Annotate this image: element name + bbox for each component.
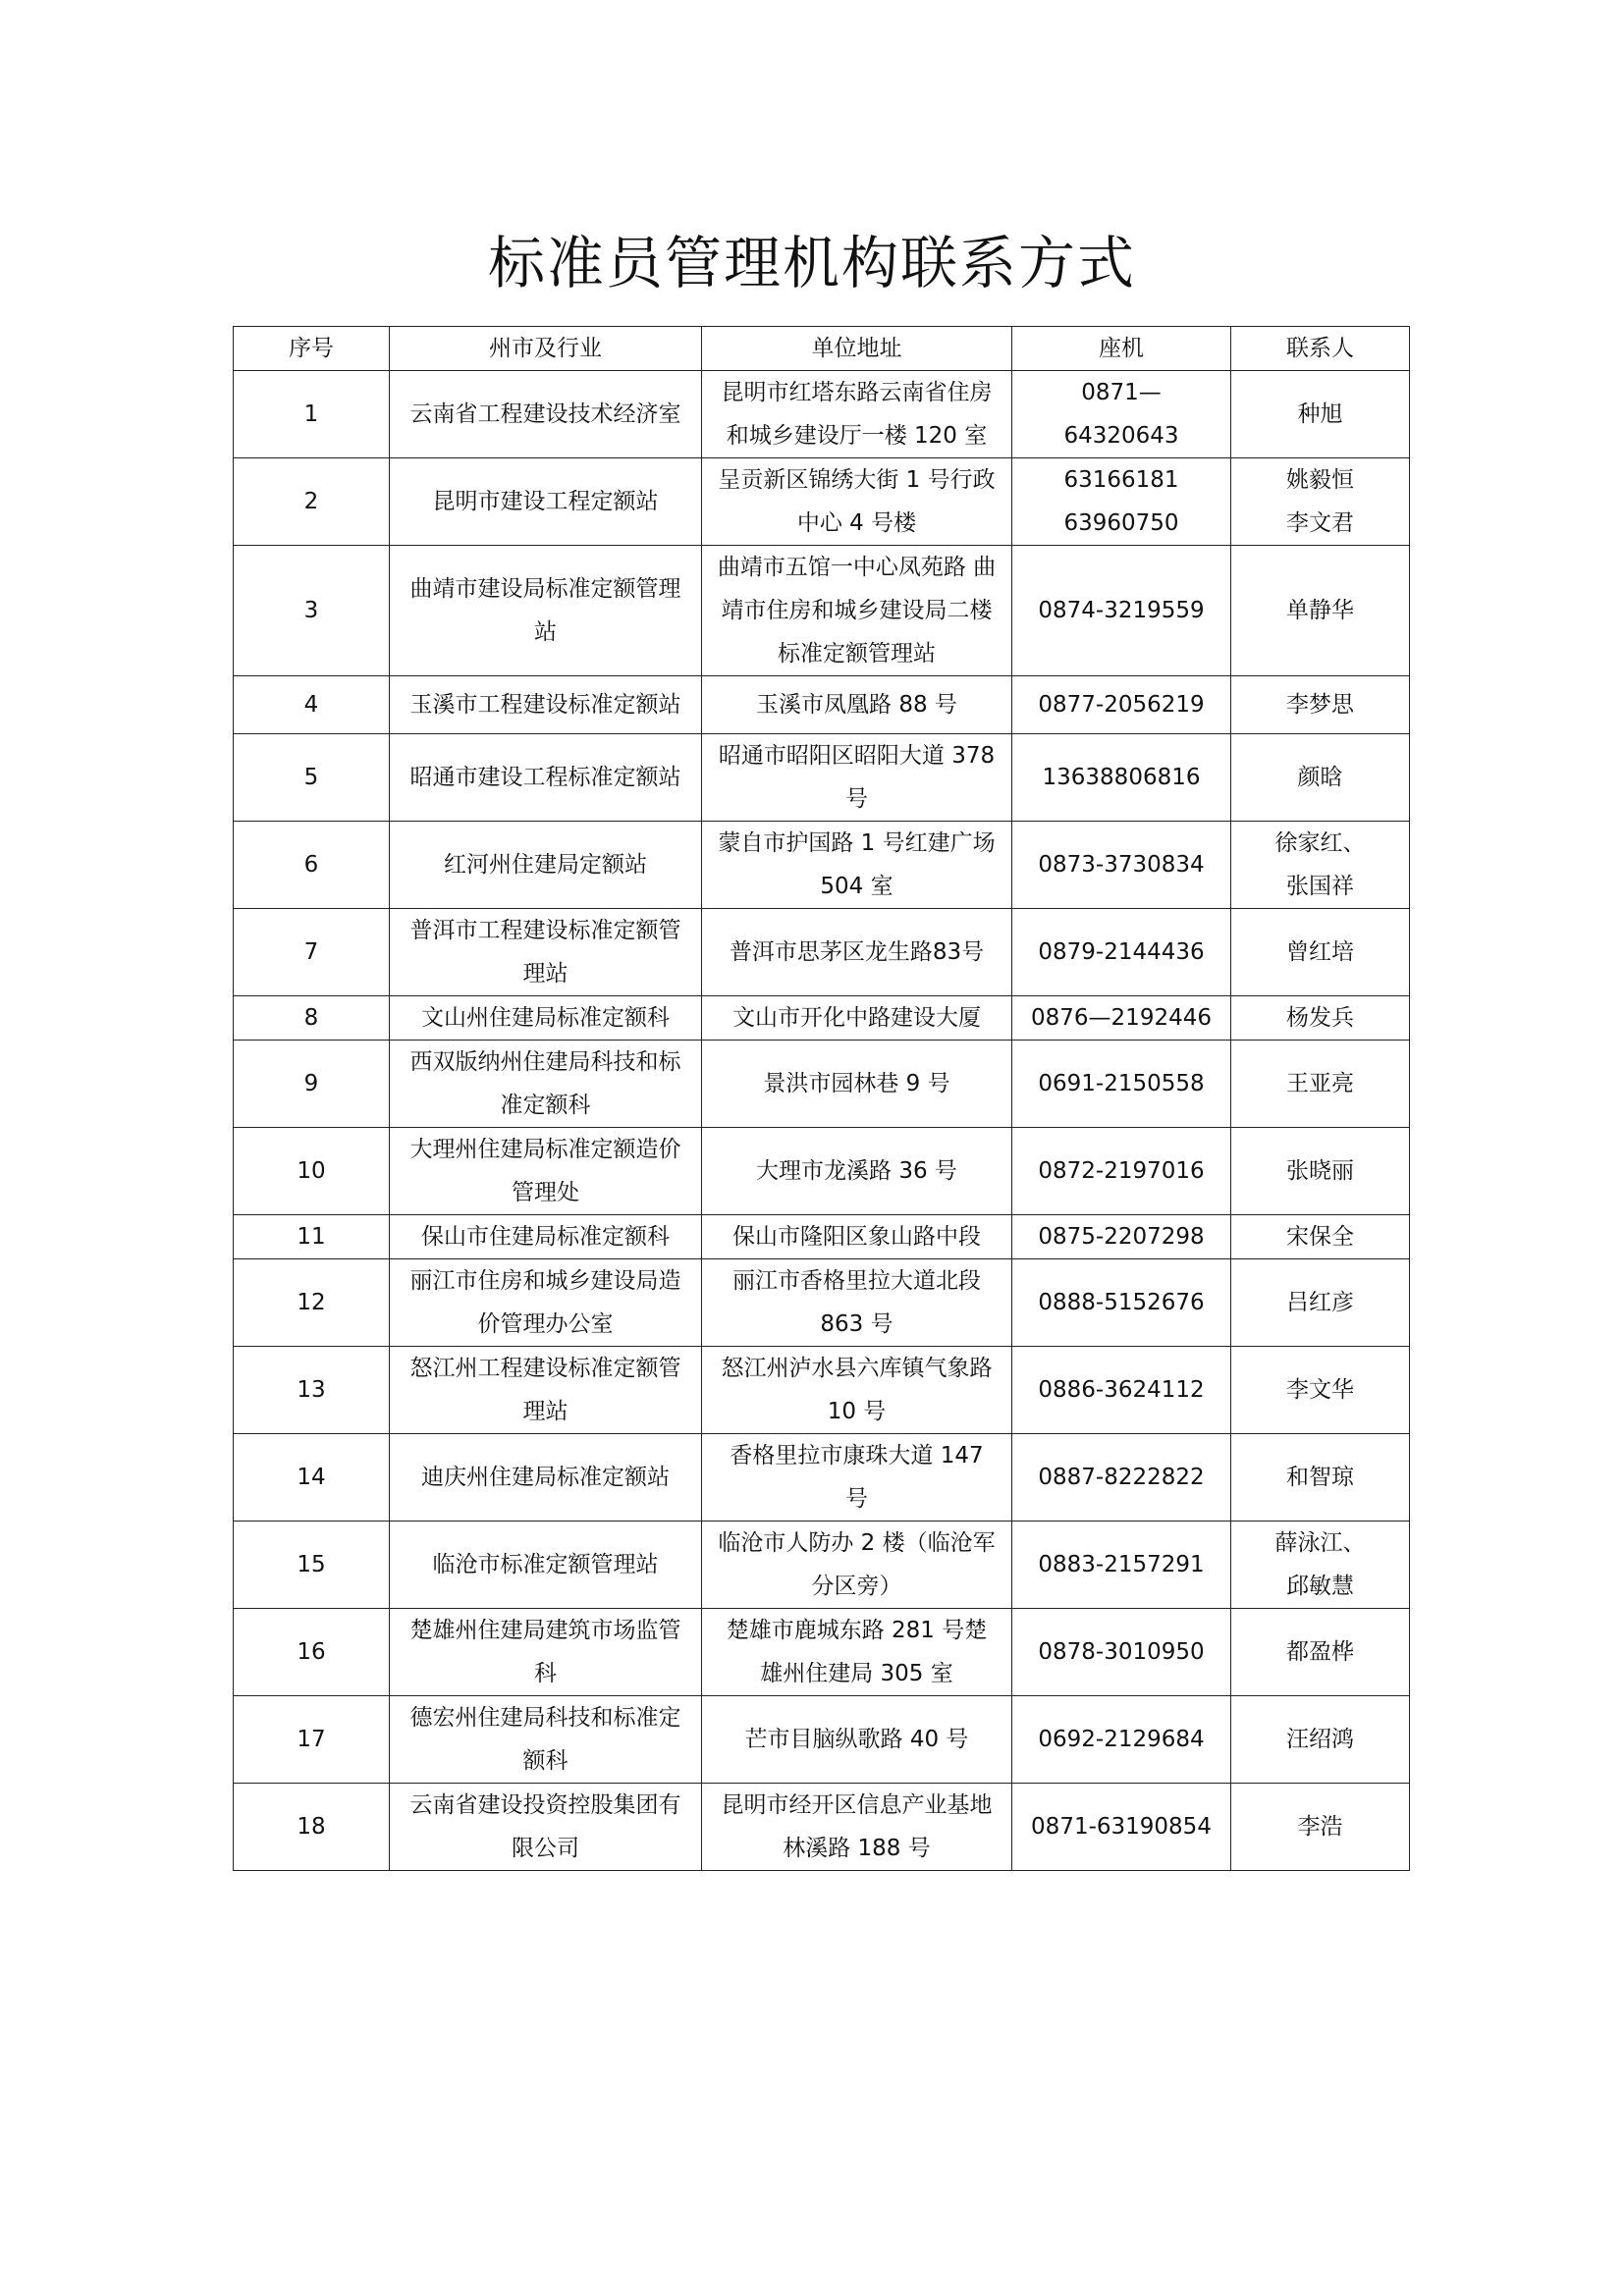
cell-address: 呈贡新区锦绣大街 1 号行政中心 4 号楼 xyxy=(702,458,1012,546)
cell-org: 丽江市住房和城乡建设局造价管理办公室 xyxy=(390,1259,702,1347)
cell-no: 7 xyxy=(234,909,390,996)
cell-address: 昭通市昭阳区昭阳大道 378 号 xyxy=(702,734,1012,822)
header-phone: 座机 xyxy=(1012,327,1231,371)
table-row xyxy=(234,1259,1410,1347)
cell-address: 蒙自市护国路 1 号红建广场 504 室 xyxy=(702,822,1012,909)
table-row xyxy=(234,1609,1410,1696)
cell-address: 怒江州泸水县六库镇气象路 10 号 xyxy=(702,1347,1012,1434)
table-row xyxy=(234,676,1410,734)
cell-contact: 颜晗 xyxy=(1231,734,1410,822)
contacts-table xyxy=(233,326,1410,1871)
table-row xyxy=(234,1128,1410,1215)
table-row xyxy=(234,1434,1410,1522)
table-row xyxy=(234,996,1410,1041)
cell-phone: 0879-2144436 xyxy=(1012,909,1231,996)
cell-no: 10 xyxy=(234,1128,390,1215)
cell-no: 16 xyxy=(234,1609,390,1696)
cell-contact: 汪绍鸿 xyxy=(1231,1696,1410,1784)
header-contact: 联系人 xyxy=(1231,327,1410,371)
cell-phone: 0876—2192446 xyxy=(1012,996,1231,1041)
cell-org: 临沧市标准定额管理站 xyxy=(390,1522,702,1609)
cell-no: 1 xyxy=(234,371,390,458)
cell-contact: 徐家红、 张国祥 xyxy=(1231,822,1410,909)
cell-phone: 0874-3219559 xyxy=(1012,546,1231,676)
cell-phone: 0871-63190854 xyxy=(1012,1784,1231,1871)
page-title: 标准员管理机构联系方式 xyxy=(487,230,1136,296)
table-row xyxy=(234,822,1410,909)
cell-phone: 0888-5152676 xyxy=(1012,1259,1231,1347)
cell-org: 德宏州住建局科技和标准定额科 xyxy=(390,1696,702,1784)
table-row xyxy=(234,371,1410,458)
cell-org: 昆明市建设工程定额站 xyxy=(390,458,702,546)
cell-org: 昭通市建设工程标准定额站 xyxy=(390,734,702,822)
cell-contact: 都盈桦 xyxy=(1231,1609,1410,1696)
table-row xyxy=(234,1347,1410,1434)
cell-address: 大理市龙溪路 36 号 xyxy=(702,1128,1012,1215)
cell-no: 8 xyxy=(234,996,390,1041)
cell-contact: 种旭 xyxy=(1231,371,1410,458)
cell-phone: 0877-2056219 xyxy=(1012,676,1231,734)
cell-address: 文山市开化中路建设大厦 xyxy=(702,996,1012,1041)
cell-contact: 李梦思 xyxy=(1231,676,1410,734)
cell-contact: 薛泳江、 邱敏慧 xyxy=(1231,1522,1410,1609)
cell-no: 9 xyxy=(234,1041,390,1128)
cell-org: 迪庆州住建局标准定额站 xyxy=(390,1434,702,1522)
cell-contact: 吕红彦 xyxy=(1231,1259,1410,1347)
cell-address: 昆明市经开区信息产业基地林溪路 188 号 xyxy=(702,1784,1012,1871)
cell-org: 怒江州工程建设标准定额管理站 xyxy=(390,1347,702,1434)
cell-contact: 李浩 xyxy=(1231,1784,1410,1871)
cell-address: 香格里拉市康珠大道 147 号 xyxy=(702,1434,1012,1522)
cell-org: 文山州住建局标准定额科 xyxy=(390,996,702,1041)
cell-address: 景洪市园林巷 9 号 xyxy=(702,1041,1012,1128)
cell-address: 玉溪市凤凰路 88 号 xyxy=(702,676,1012,734)
table-header-row xyxy=(234,327,1410,371)
cell-contact: 曾红培 xyxy=(1231,909,1410,996)
table-row xyxy=(234,1522,1410,1609)
cell-contact: 张晓丽 xyxy=(1231,1128,1410,1215)
cell-org: 西双版纳州住建局科技和标准定额科 xyxy=(390,1041,702,1128)
cell-address: 临沧市人防办 2 楼（临沧军分区旁） xyxy=(702,1522,1012,1609)
cell-org: 保山市住建局标准定额科 xyxy=(390,1215,702,1259)
cell-no: 4 xyxy=(234,676,390,734)
cell-phone: 0875-2207298 xyxy=(1012,1215,1231,1259)
cell-address: 曲靖市五馆一中心凤苑路 曲靖市住房和城乡建设局二楼标准定额管理站 xyxy=(702,546,1012,676)
table-row xyxy=(234,1696,1410,1784)
cell-org: 红河州住建局定额站 xyxy=(390,822,702,909)
cell-no: 2 xyxy=(234,458,390,546)
cell-phone: 0883-2157291 xyxy=(1012,1522,1231,1609)
cell-phone: 0692-2129684 xyxy=(1012,1696,1231,1784)
cell-no: 12 xyxy=(234,1259,390,1347)
cell-no: 3 xyxy=(234,546,390,676)
cell-address: 楚雄市鹿城东路 281 号楚雄州住建局 305 室 xyxy=(702,1609,1012,1696)
cell-no: 11 xyxy=(234,1215,390,1259)
header-no: 序号 xyxy=(234,327,390,371)
table-row xyxy=(234,546,1410,676)
table-row xyxy=(234,1041,1410,1128)
cell-org: 大理州住建局标准定额造价管理处 xyxy=(390,1128,702,1215)
cell-phone: 0871—64320643 xyxy=(1012,371,1231,458)
cell-address: 芒市目脑纵歌路 40 号 xyxy=(702,1696,1012,1784)
cell-phone: 0691-2150558 xyxy=(1012,1041,1231,1128)
table-row xyxy=(234,458,1410,546)
cell-contact: 单静华 xyxy=(1231,546,1410,676)
cell-org: 楚雄州住建局建筑市场监管科 xyxy=(390,1609,702,1696)
cell-no: 18 xyxy=(234,1784,390,1871)
cell-address: 昆明市红塔东路云南省住房和城乡建设厅一楼 120 室 xyxy=(702,371,1012,458)
cell-phone: 0887-8222822 xyxy=(1012,1434,1231,1522)
cell-address: 普洱市思茅区龙生路83号 xyxy=(702,909,1012,996)
cell-address: 丽江市香格里拉大道北段 863 号 xyxy=(702,1259,1012,1347)
cell-org: 普洱市工程建设标准定额管理站 xyxy=(390,909,702,996)
table-row xyxy=(234,1215,1410,1259)
cell-no: 15 xyxy=(234,1522,390,1609)
cell-org: 曲靖市建设局标准定额管理站 xyxy=(390,546,702,676)
cell-phone: 63166181 63960750 xyxy=(1012,458,1231,546)
cell-phone: 0873-3730834 xyxy=(1012,822,1231,909)
cell-phone: 0872-2197016 xyxy=(1012,1128,1231,1215)
table-row xyxy=(234,1784,1410,1871)
cell-no: 6 xyxy=(234,822,390,909)
cell-address: 保山市隆阳区象山路中段 xyxy=(702,1215,1012,1259)
cell-contact: 宋保全 xyxy=(1231,1215,1410,1259)
cell-org: 云南省建设投资控股集团有限公司 xyxy=(390,1784,702,1871)
cell-phone: 13638806816 xyxy=(1012,734,1231,822)
cell-no: 17 xyxy=(234,1696,390,1784)
table-row xyxy=(234,909,1410,996)
cell-phone: 0886-3624112 xyxy=(1012,1347,1231,1434)
header-org: 州市及行业 xyxy=(390,327,702,371)
cell-contact: 杨发兵 xyxy=(1231,996,1410,1041)
cell-org: 玉溪市工程建设标准定额站 xyxy=(390,676,702,734)
header-address: 单位地址 xyxy=(702,327,1012,371)
table-row xyxy=(234,734,1410,822)
cell-no: 5 xyxy=(234,734,390,822)
cell-contact: 李文华 xyxy=(1231,1347,1410,1434)
cell-contact: 王亚亮 xyxy=(1231,1041,1410,1128)
cell-phone: 0878-3010950 xyxy=(1012,1609,1231,1696)
cell-contact: 姚毅恒 李文君 xyxy=(1231,458,1410,546)
cell-contact: 和智琼 xyxy=(1231,1434,1410,1522)
cell-org: 云南省工程建设技术经济室 xyxy=(390,371,702,458)
cell-no: 13 xyxy=(234,1347,390,1434)
cell-no: 14 xyxy=(234,1434,390,1522)
